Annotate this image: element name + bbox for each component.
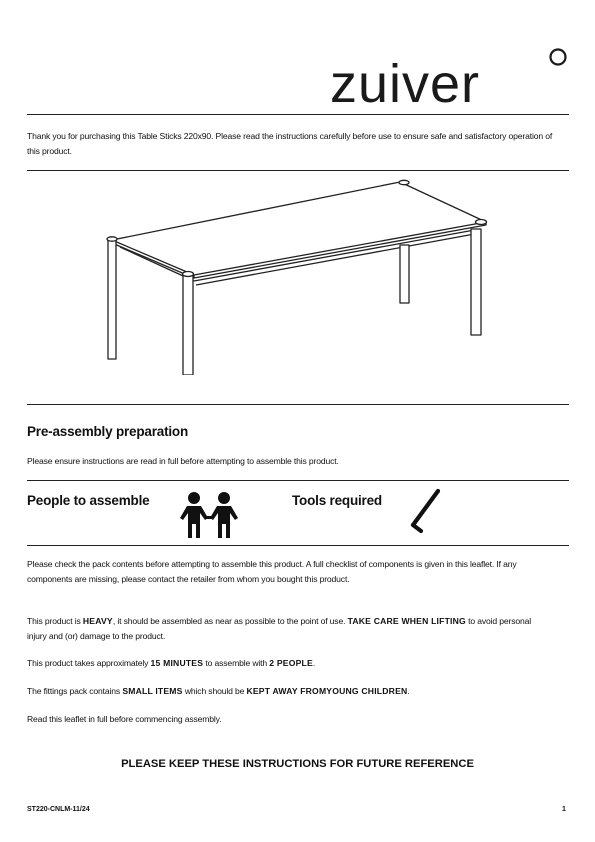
tools-heading: Tools required — [292, 493, 382, 508]
divider — [27, 480, 569, 481]
text-span: The fittings pack contains — [27, 686, 123, 696]
divider — [27, 170, 569, 171]
divider — [27, 404, 569, 405]
heavy-emphasis: HEAVY — [82, 616, 113, 626]
brand-logo-text: zuiver — [330, 54, 481, 106]
text-span: This product is — [27, 616, 83, 626]
text-span: . — [407, 686, 410, 696]
brand-logo — [330, 44, 570, 111]
brand-degree-mark — [551, 50, 566, 65]
text-span: to assemble with — [203, 658, 270, 668]
table-illustration — [90, 175, 500, 375]
reference-notice: PLEASE KEEP THESE INSTRUCTIONS FOR FUTURE REFERENCE — [121, 758, 474, 770]
pack-contents-text: Please check the pack contents before attempting to assemble this product. A full checklist of components is given in this leaflet. If any components are missing, please contact the retailer from whom you bought this product. — [27, 559, 517, 584]
divider — [27, 114, 569, 115]
minutes-emphasis: 15 MINUTES — [150, 658, 204, 668]
preassembly-text: Please ensure instructions are read in full before attempting to assemble this product. — [27, 456, 339, 466]
text-span: , it should be assembled as near as possible to the point of use. — [112, 616, 348, 626]
text-span: This product takes approximately — [27, 658, 151, 668]
intro-text: Thank you for purchasing this Table Sticks 220x90. Please read the instructions carefully before use to ensure safe and satisfactory operation of this product. — [27, 131, 553, 156]
duration-text — [27, 656, 557, 671]
small-items-emphasis: SMALL ITEMS — [122, 686, 183, 696]
document-code: ST220-CNLM-11/24 — [27, 806, 90, 813]
text-span: to avoid personal injury and (or) damage to the product. — [27, 616, 532, 641]
two-people-icon — [178, 490, 240, 540]
divider — [27, 545, 569, 546]
people-emphasis: 2 PEOPLE — [269, 658, 313, 668]
read-leaflet-text: Read this leaflet in full before commencing assembly. — [27, 714, 222, 724]
text-span: . — [312, 658, 316, 668]
heavy-warning-text — [27, 614, 537, 643]
text-span: which should be — [182, 686, 247, 696]
children-emphasis: KEPT AWAY FROMYOUNG CHILDREN — [246, 686, 408, 696]
people-heading: People to assemble — [27, 493, 150, 508]
allen-key-icon — [404, 488, 444, 534]
preassembly-heading: Pre-assembly preparation — [27, 424, 189, 439]
page-number: 1 — [562, 806, 566, 813]
take-care-emphasis: TAKE CARE WHEN LIFTING — [347, 616, 466, 626]
small-items-text — [27, 684, 557, 699]
